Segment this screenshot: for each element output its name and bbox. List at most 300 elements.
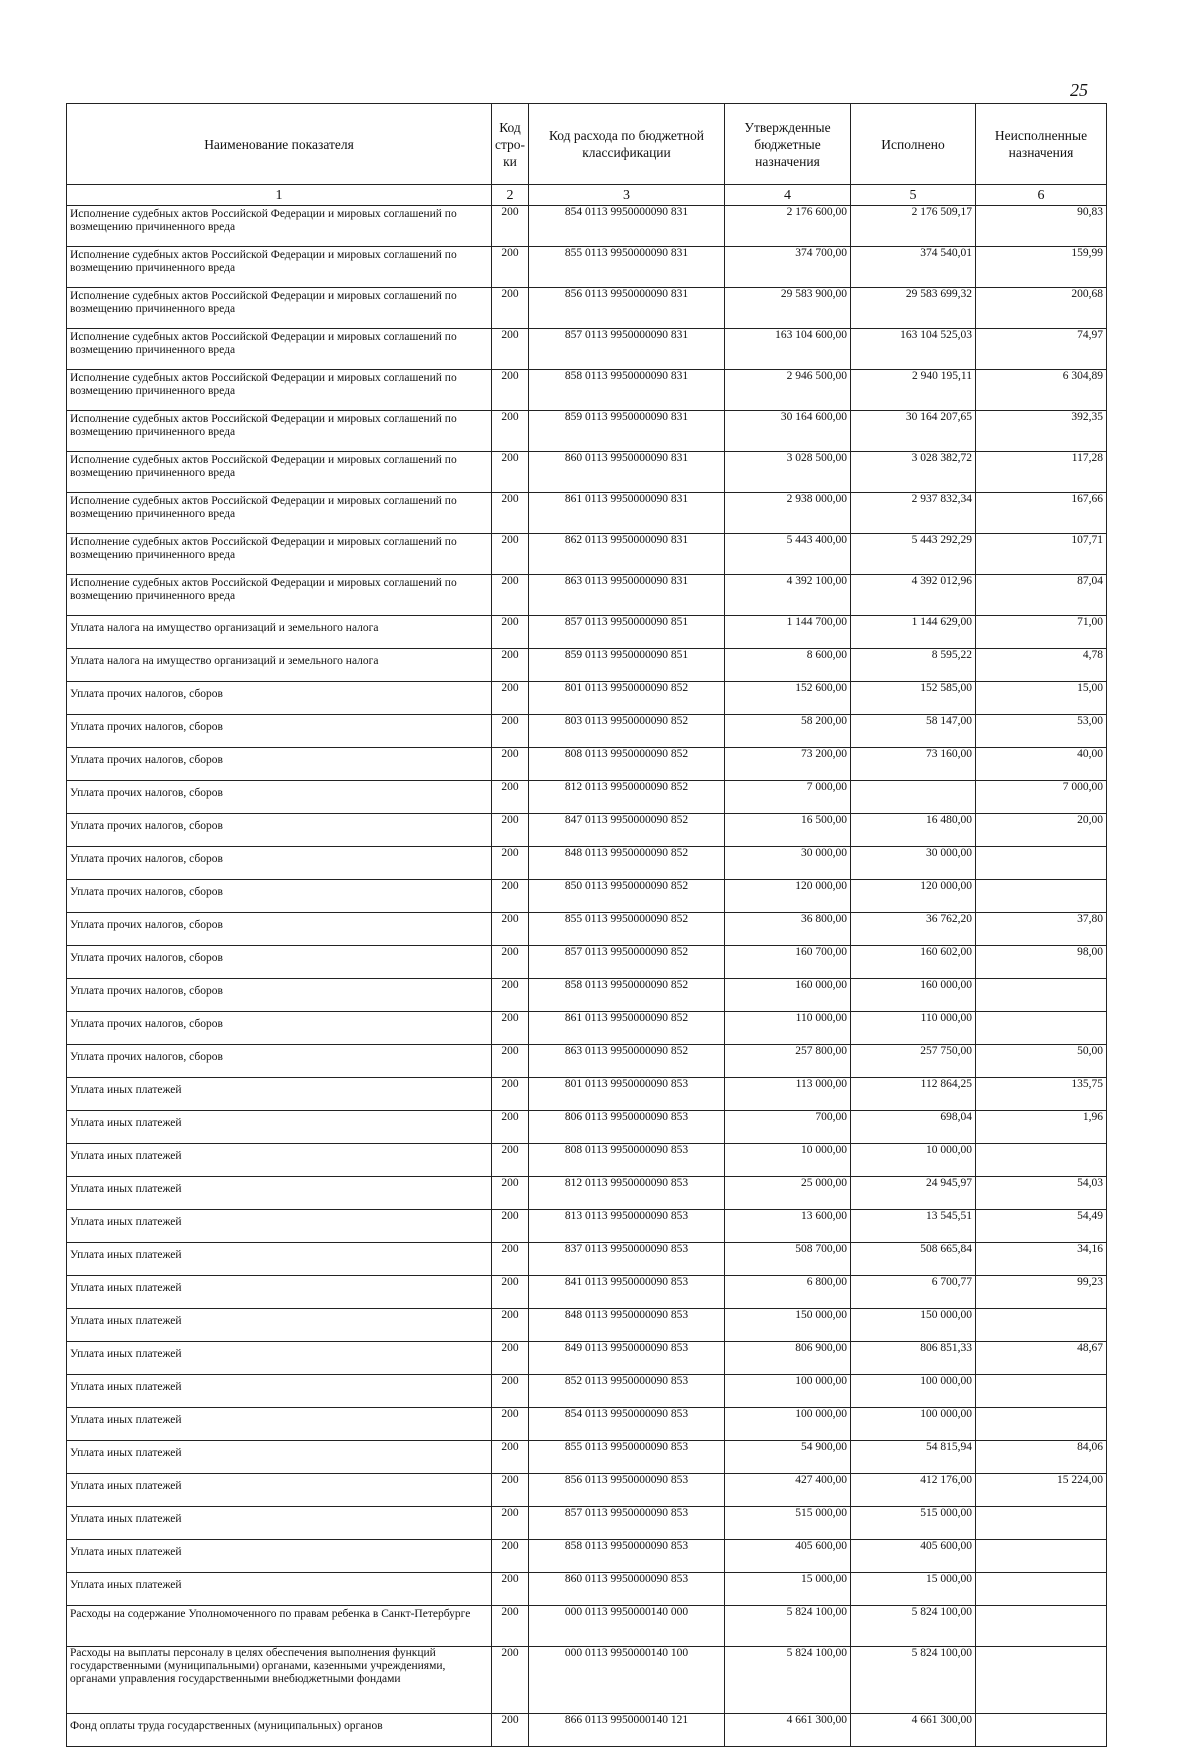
row-unexecuted-cell: 50,00 [976, 1045, 1107, 1078]
row-executed-cell: 5 824 100,00 [851, 1606, 976, 1647]
row-budget-code-cell: 860 0113 9950000090 853 [529, 1573, 725, 1606]
row-line-code-cell: 200 [492, 288, 529, 329]
row-name-cell: Уплата иных платежей [67, 1111, 492, 1144]
row-approved-cell: 374 700,00 [725, 247, 851, 288]
row-budget-code-cell: 858 0113 9950000090 853 [529, 1540, 725, 1573]
row-name-cell: Уплата иных платежей [67, 1507, 492, 1540]
row-executed-cell: 257 750,00 [851, 1045, 976, 1078]
row-line-code-cell: 200 [492, 1474, 529, 1507]
table-row [67, 1045, 1107, 1078]
row-executed-cell: 110 000,00 [851, 1012, 976, 1045]
table-row [67, 411, 1107, 452]
row-line-code-cell: 200 [492, 1210, 529, 1243]
row-name-cell: Уплата прочих налогов, сборов [67, 913, 492, 946]
table-header-row [67, 104, 1107, 185]
row-executed-cell: 16 480,00 [851, 814, 976, 847]
row-name-cell: Расходы на выплаты персоналу в целях обеспечения выполнения функций государственными (муниципальными) органами, казенными учреждениями, органами управления государственными внебюджетными фондами [67, 1647, 492, 1714]
table-row [67, 649, 1107, 682]
row-name-cell: Фонд оплаты труда государственных (муниципальных) органов [67, 1714, 492, 1747]
row-approved-cell: 54 900,00 [725, 1441, 851, 1474]
row-approved-cell: 2 176 600,00 [725, 206, 851, 247]
row-unexecuted-cell: 167,66 [976, 493, 1107, 534]
row-budget-code-cell: 803 0113 9950000090 852 [529, 715, 725, 748]
row-executed-cell: 8 595,22 [851, 649, 976, 682]
row-line-code-cell: 200 [492, 1540, 529, 1573]
row-line-code-cell: 200 [492, 1078, 529, 1111]
row-name-cell: Уплата прочих налогов, сборов [67, 1045, 492, 1078]
row-approved-cell: 25 000,00 [725, 1177, 851, 1210]
column-number: 2 [492, 185, 529, 206]
row-executed-cell: 405 600,00 [851, 1540, 976, 1573]
row-budget-code-cell: 850 0113 9950000090 852 [529, 880, 725, 913]
row-name-cell: Исполнение судебных актов Российской Федерации и мировых соглашений по возмещению причиненного вреда [67, 206, 492, 247]
row-unexecuted-cell: 34,16 [976, 1243, 1107, 1276]
row-line-code-cell: 200 [492, 1441, 529, 1474]
row-unexecuted-cell [976, 1540, 1107, 1573]
row-approved-cell: 150 000,00 [725, 1309, 851, 1342]
row-executed-cell: 2 176 509,17 [851, 206, 976, 247]
row-name-cell: Уплата иных платежей [67, 1342, 492, 1375]
row-name-cell: Уплата прочих налогов, сборов [67, 814, 492, 847]
table-row [67, 1243, 1107, 1276]
row-name-cell: Уплата прочих налогов, сборов [67, 715, 492, 748]
table-row [67, 493, 1107, 534]
row-approved-cell: 427 400,00 [725, 1474, 851, 1507]
row-name-cell: Уплата иных платежей [67, 1375, 492, 1408]
row-approved-cell: 30 164 600,00 [725, 411, 851, 452]
row-executed-cell: 806 851,33 [851, 1342, 976, 1375]
row-budget-code-cell: 849 0113 9950000090 853 [529, 1342, 725, 1375]
table-row [67, 1714, 1107, 1747]
row-executed-cell: 73 160,00 [851, 748, 976, 781]
row-unexecuted-cell [976, 1012, 1107, 1045]
row-unexecuted-cell: 87,04 [976, 575, 1107, 616]
row-name-cell: Уплата иных платежей [67, 1441, 492, 1474]
row-unexecuted-cell: 159,99 [976, 247, 1107, 288]
row-budget-code-cell: 808 0113 9950000090 852 [529, 748, 725, 781]
row-approved-cell: 15 000,00 [725, 1573, 851, 1606]
row-approved-cell: 3 028 500,00 [725, 452, 851, 493]
table-row [67, 1177, 1107, 1210]
table-row [67, 814, 1107, 847]
row-line-code-cell: 200 [492, 781, 529, 814]
row-executed-cell: 1 144 629,00 [851, 616, 976, 649]
row-approved-cell: 10 000,00 [725, 1144, 851, 1177]
row-approved-cell: 5 824 100,00 [725, 1606, 851, 1647]
row-approved-cell: 515 000,00 [725, 1507, 851, 1540]
row-line-code-cell: 200 [492, 452, 529, 493]
row-line-code-cell: 200 [492, 1012, 529, 1045]
table-row [67, 979, 1107, 1012]
row-line-code-cell: 200 [492, 206, 529, 247]
row-budget-code-cell: 855 0113 9950000090 852 [529, 913, 725, 946]
row-executed-cell: 6 700,77 [851, 1276, 976, 1309]
row-budget-code-cell: 812 0113 9950000090 853 [529, 1177, 725, 1210]
row-line-code-cell: 200 [492, 649, 529, 682]
table-row [67, 1474, 1107, 1507]
row-budget-code-cell: 857 0113 9950000090 831 [529, 329, 725, 370]
row-budget-code-cell: 855 0113 9950000090 831 [529, 247, 725, 288]
row-approved-cell: 5 824 100,00 [725, 1647, 851, 1714]
row-unexecuted-cell: 71,00 [976, 616, 1107, 649]
row-line-code-cell: 200 [492, 1573, 529, 1606]
row-name-cell: Уплата иных платежей [67, 1474, 492, 1507]
row-line-code-cell: 200 [492, 1144, 529, 1177]
row-approved-cell: 5 443 400,00 [725, 534, 851, 575]
table-row [67, 1573, 1107, 1606]
row-unexecuted-cell: 117,28 [976, 452, 1107, 493]
row-approved-cell: 8 600,00 [725, 649, 851, 682]
row-unexecuted-cell: 15 224,00 [976, 1474, 1107, 1507]
table-row [67, 1276, 1107, 1309]
row-budget-code-cell: 857 0113 9950000090 852 [529, 946, 725, 979]
table-row [67, 452, 1107, 493]
row-executed-cell: 100 000,00 [851, 1375, 976, 1408]
row-executed-cell: 13 545,51 [851, 1210, 976, 1243]
table-body [67, 206, 1107, 1747]
row-approved-cell: 4 392 100,00 [725, 575, 851, 616]
row-name-cell: Исполнение судебных актов Российской Федерации и мировых соглашений по возмещению причиненного вреда [67, 411, 492, 452]
row-budget-code-cell: 801 0113 9950000090 853 [529, 1078, 725, 1111]
row-name-cell: Расходы на содержание Уполномоченного по правам ребенка в Санкт-Петербурге [67, 1606, 492, 1647]
row-executed-cell: 100 000,00 [851, 1408, 976, 1441]
row-name-cell: Исполнение судебных актов Российской Федерации и мировых соглашений по возмещению причиненного вреда [67, 247, 492, 288]
row-approved-cell: 30 000,00 [725, 847, 851, 880]
table-row [67, 1309, 1107, 1342]
row-budget-code-cell: 813 0113 9950000090 853 [529, 1210, 725, 1243]
row-approved-cell: 700,00 [725, 1111, 851, 1144]
table-row [67, 682, 1107, 715]
row-budget-code-cell: 860 0113 9950000090 831 [529, 452, 725, 493]
header-name: Наименование показателя [67, 104, 492, 185]
row-line-code-cell: 200 [492, 682, 529, 715]
row-executed-cell: 112 864,25 [851, 1078, 976, 1111]
row-approved-cell: 163 104 600,00 [725, 329, 851, 370]
row-budget-code-cell: 847 0113 9950000090 852 [529, 814, 725, 847]
table-row [67, 1342, 1107, 1375]
row-name-cell: Уплата иных платежей [67, 1078, 492, 1111]
table-row [67, 1606, 1107, 1647]
row-budget-code-cell: 000 0113 9950000140 000 [529, 1606, 725, 1647]
row-budget-code-cell: 861 0113 9950000090 852 [529, 1012, 725, 1045]
row-approved-cell: 6 800,00 [725, 1276, 851, 1309]
row-line-code-cell: 200 [492, 1606, 529, 1647]
row-executed-cell: 160 602,00 [851, 946, 976, 979]
row-unexecuted-cell: 7 000,00 [976, 781, 1107, 814]
row-unexecuted-cell: 1,96 [976, 1111, 1107, 1144]
header-line-code: Код стро-ки [492, 104, 529, 185]
table-row [67, 370, 1107, 411]
row-approved-cell: 73 200,00 [725, 748, 851, 781]
row-executed-cell: 29 583 699,32 [851, 288, 976, 329]
row-line-code-cell: 200 [492, 1375, 529, 1408]
row-name-cell: Уплата налога на имущество организаций и земельного налога [67, 649, 492, 682]
row-line-code-cell: 200 [492, 1714, 529, 1747]
table-row [67, 616, 1107, 649]
row-budget-code-cell: 852 0113 9950000090 853 [529, 1375, 725, 1408]
row-approved-cell: 36 800,00 [725, 913, 851, 946]
table-row [67, 247, 1107, 288]
row-budget-code-cell: 857 0113 9950000090 853 [529, 1507, 725, 1540]
row-name-cell: Исполнение судебных актов Российской Федерации и мировых соглашений по возмещению причиненного вреда [67, 329, 492, 370]
row-executed-cell: 5 824 100,00 [851, 1647, 976, 1714]
row-executed-cell: 36 762,20 [851, 913, 976, 946]
row-unexecuted-cell [976, 1714, 1107, 1747]
budget-report-table [66, 103, 1107, 1747]
table-row [67, 1408, 1107, 1441]
row-executed-cell: 160 000,00 [851, 979, 976, 1012]
row-executed-cell: 150 000,00 [851, 1309, 976, 1342]
row-executed-cell: 10 000,00 [851, 1144, 976, 1177]
row-executed-cell: 30 164 207,65 [851, 411, 976, 452]
row-unexecuted-cell [976, 1573, 1107, 1606]
row-approved-cell: 29 583 900,00 [725, 288, 851, 329]
table-row [67, 880, 1107, 913]
row-name-cell: Уплата иных платежей [67, 1540, 492, 1573]
row-name-cell: Уплата прочих налогов, сборов [67, 682, 492, 715]
row-approved-cell: 100 000,00 [725, 1375, 851, 1408]
row-approved-cell: 2 938 000,00 [725, 493, 851, 534]
row-approved-cell: 152 600,00 [725, 682, 851, 715]
row-budget-code-cell: 806 0113 9950000090 853 [529, 1111, 725, 1144]
row-name-cell: Уплата иных платежей [67, 1210, 492, 1243]
row-line-code-cell: 200 [492, 493, 529, 534]
table-row [67, 847, 1107, 880]
row-unexecuted-cell: 90,83 [976, 206, 1107, 247]
row-line-code-cell: 200 [492, 1177, 529, 1210]
table-row [67, 1012, 1107, 1045]
row-approved-cell: 120 000,00 [725, 880, 851, 913]
row-line-code-cell: 200 [492, 329, 529, 370]
row-approved-cell: 257 800,00 [725, 1045, 851, 1078]
row-executed-cell: 24 945,97 [851, 1177, 976, 1210]
table-row [67, 1144, 1107, 1177]
row-approved-cell: 806 900,00 [725, 1342, 851, 1375]
row-approved-cell: 160 700,00 [725, 946, 851, 979]
row-unexecuted-cell: 40,00 [976, 748, 1107, 781]
row-approved-cell: 7 000,00 [725, 781, 851, 814]
table-row [67, 1111, 1107, 1144]
row-unexecuted-cell: 53,00 [976, 715, 1107, 748]
row-unexecuted-cell: 37,80 [976, 913, 1107, 946]
row-line-code-cell: 200 [492, 411, 529, 452]
table-row [67, 1647, 1107, 1714]
row-budget-code-cell: 848 0113 9950000090 852 [529, 847, 725, 880]
row-name-cell: Уплата прочих налогов, сборов [67, 1012, 492, 1045]
row-unexecuted-cell [976, 1507, 1107, 1540]
row-unexecuted-cell [976, 1647, 1107, 1714]
table-row [67, 329, 1107, 370]
row-name-cell: Исполнение судебных актов Российской Федерации и мировых соглашений по возмещению причиненного вреда [67, 452, 492, 493]
row-unexecuted-cell [976, 1144, 1107, 1177]
row-name-cell: Уплата иных платежей [67, 1408, 492, 1441]
column-number: 1 [67, 185, 492, 206]
row-unexecuted-cell [976, 1408, 1107, 1441]
row-executed-cell: 2 940 195,11 [851, 370, 976, 411]
row-approved-cell: 113 000,00 [725, 1078, 851, 1111]
row-executed-cell: 120 000,00 [851, 880, 976, 913]
row-budget-code-cell: 856 0113 9950000090 831 [529, 288, 725, 329]
row-line-code-cell: 200 [492, 1408, 529, 1441]
row-unexecuted-cell: 135,75 [976, 1078, 1107, 1111]
row-executed-cell: 15 000,00 [851, 1573, 976, 1606]
row-name-cell: Уплата прочих налогов, сборов [67, 781, 492, 814]
row-line-code-cell: 200 [492, 946, 529, 979]
row-unexecuted-cell: 15,00 [976, 682, 1107, 715]
table-row [67, 913, 1107, 946]
row-approved-cell: 58 200,00 [725, 715, 851, 748]
row-line-code-cell: 200 [492, 715, 529, 748]
row-unexecuted-cell: 6 304,89 [976, 370, 1107, 411]
row-line-code-cell: 200 [492, 1507, 529, 1540]
column-number: 4 [725, 185, 851, 206]
row-line-code-cell: 200 [492, 534, 529, 575]
table-row [67, 781, 1107, 814]
row-approved-cell: 2 946 500,00 [725, 370, 851, 411]
row-line-code-cell: 200 [492, 913, 529, 946]
row-unexecuted-cell: 98,00 [976, 946, 1107, 979]
row-budget-code-cell: 858 0113 9950000090 852 [529, 979, 725, 1012]
row-name-cell: Уплата иных платежей [67, 1243, 492, 1276]
row-budget-code-cell: 837 0113 9950000090 853 [529, 1243, 725, 1276]
row-budget-code-cell: 863 0113 9950000090 852 [529, 1045, 725, 1078]
row-unexecuted-cell [976, 1309, 1107, 1342]
column-number-row [67, 185, 1107, 206]
table-row [67, 1078, 1107, 1111]
row-budget-code-cell: 862 0113 9950000090 831 [529, 534, 725, 575]
table-row [67, 1507, 1107, 1540]
row-unexecuted-cell: 74,97 [976, 329, 1107, 370]
row-approved-cell: 16 500,00 [725, 814, 851, 847]
row-unexecuted-cell: 84,06 [976, 1441, 1107, 1474]
row-executed-cell: 58 147,00 [851, 715, 976, 748]
row-line-code-cell: 200 [492, 1111, 529, 1144]
row-budget-code-cell: 856 0113 9950000090 853 [529, 1474, 725, 1507]
row-executed-cell: 152 585,00 [851, 682, 976, 715]
row-unexecuted-cell: 200,68 [976, 288, 1107, 329]
row-approved-cell: 1 144 700,00 [725, 616, 851, 649]
table-row [67, 1540, 1107, 1573]
row-name-cell: Уплата иных платежей [67, 1309, 492, 1342]
row-name-cell: Уплата иных платежей [67, 1177, 492, 1210]
table-row [67, 748, 1107, 781]
table-row [67, 1210, 1107, 1243]
row-budget-code-cell: 841 0113 9950000090 853 [529, 1276, 725, 1309]
row-name-cell: Исполнение судебных актов Российской Федерации и мировых соглашений по возмещению причиненного вреда [67, 370, 492, 411]
column-number: 6 [976, 185, 1107, 206]
row-budget-code-cell: 812 0113 9950000090 852 [529, 781, 725, 814]
row-line-code-cell: 200 [492, 1647, 529, 1714]
row-approved-cell: 100 000,00 [725, 1408, 851, 1441]
column-number: 3 [529, 185, 725, 206]
row-budget-code-cell: 000 0113 9950000140 100 [529, 1647, 725, 1714]
table-row [67, 1375, 1107, 1408]
table-row [67, 1441, 1107, 1474]
table-row [67, 206, 1107, 247]
row-budget-code-cell: 808 0113 9950000090 853 [529, 1144, 725, 1177]
row-executed-cell: 412 176,00 [851, 1474, 976, 1507]
row-line-code-cell: 200 [492, 1045, 529, 1078]
row-budget-code-cell: 854 0113 9950000090 831 [529, 206, 725, 247]
row-budget-code-cell: 858 0113 9950000090 831 [529, 370, 725, 411]
header-approved: Утвержденные бюджетные назначения [725, 104, 851, 185]
row-line-code-cell: 200 [492, 979, 529, 1012]
table-row [67, 946, 1107, 979]
row-unexecuted-cell: 99,23 [976, 1276, 1107, 1309]
row-executed-cell: 4 661 300,00 [851, 1714, 976, 1747]
row-line-code-cell: 200 [492, 1309, 529, 1342]
row-executed-cell: 698,04 [851, 1111, 976, 1144]
header-budget-code: Код расхода по бюджетной классификации [529, 104, 725, 185]
row-name-cell: Исполнение судебных актов Российской Федерации и мировых соглашений по возмещению причиненного вреда [67, 493, 492, 534]
row-budget-code-cell: 801 0113 9950000090 852 [529, 682, 725, 715]
row-budget-code-cell: 861 0113 9950000090 831 [529, 493, 725, 534]
row-name-cell: Уплата прочих налогов, сборов [67, 880, 492, 913]
row-budget-code-cell: 866 0113 9950000140 121 [529, 1714, 725, 1747]
row-budget-code-cell: 859 0113 9950000090 851 [529, 649, 725, 682]
table-row [67, 575, 1107, 616]
row-name-cell: Уплата прочих налогов, сборов [67, 847, 492, 880]
row-executed-cell: 30 000,00 [851, 847, 976, 880]
row-line-code-cell: 200 [492, 880, 529, 913]
row-name-cell: Уплата прочих налогов, сборов [67, 946, 492, 979]
header-executed: Исполнено [851, 104, 976, 185]
row-executed-cell: 508 665,84 [851, 1243, 976, 1276]
row-executed-cell: 515 000,00 [851, 1507, 976, 1540]
row-budget-code-cell: 848 0113 9950000090 853 [529, 1309, 725, 1342]
row-name-cell: Исполнение судебных актов Российской Федерации и мировых соглашений по возмещению причиненного вреда [67, 575, 492, 616]
row-line-code-cell: 200 [492, 1342, 529, 1375]
row-unexecuted-cell [976, 1606, 1107, 1647]
row-line-code-cell: 200 [492, 1276, 529, 1309]
row-line-code-cell: 200 [492, 247, 529, 288]
row-line-code-cell: 200 [492, 370, 529, 411]
row-name-cell: Уплата иных платежей [67, 1144, 492, 1177]
row-line-code-cell: 200 [492, 1243, 529, 1276]
row-line-code-cell: 200 [492, 575, 529, 616]
row-unexecuted-cell: 48,67 [976, 1342, 1107, 1375]
row-approved-cell: 405 600,00 [725, 1540, 851, 1573]
row-executed-cell: 3 028 382,72 [851, 452, 976, 493]
row-line-code-cell: 200 [492, 814, 529, 847]
row-name-cell: Уплата иных платежей [67, 1573, 492, 1606]
row-approved-cell: 160 000,00 [725, 979, 851, 1012]
row-unexecuted-cell [976, 880, 1107, 913]
row-executed-cell: 54 815,94 [851, 1441, 976, 1474]
row-unexecuted-cell: 4,78 [976, 649, 1107, 682]
row-approved-cell: 13 600,00 [725, 1210, 851, 1243]
row-executed-cell [851, 781, 976, 814]
row-line-code-cell: 200 [492, 748, 529, 781]
row-name-cell: Уплата иных платежей [67, 1276, 492, 1309]
row-unexecuted-cell: 20,00 [976, 814, 1107, 847]
row-approved-cell: 4 661 300,00 [725, 1714, 851, 1747]
row-name-cell: Уплата прочих налогов, сборов [67, 979, 492, 1012]
row-budget-code-cell: 863 0113 9950000090 831 [529, 575, 725, 616]
row-executed-cell: 5 443 292,29 [851, 534, 976, 575]
row-unexecuted-cell: 107,71 [976, 534, 1107, 575]
row-unexecuted-cell [976, 1375, 1107, 1408]
row-unexecuted-cell [976, 979, 1107, 1012]
row-line-code-cell: 200 [492, 847, 529, 880]
row-name-cell: Исполнение судебных актов Российской Федерации и мировых соглашений по возмещению причиненного вреда [67, 288, 492, 329]
row-budget-code-cell: 859 0113 9950000090 831 [529, 411, 725, 452]
row-approved-cell: 508 700,00 [725, 1243, 851, 1276]
row-unexecuted-cell [976, 847, 1107, 880]
header-unexecuted: Неисполненные назначения [976, 104, 1107, 185]
row-unexecuted-cell: 54,03 [976, 1177, 1107, 1210]
table-row [67, 288, 1107, 329]
